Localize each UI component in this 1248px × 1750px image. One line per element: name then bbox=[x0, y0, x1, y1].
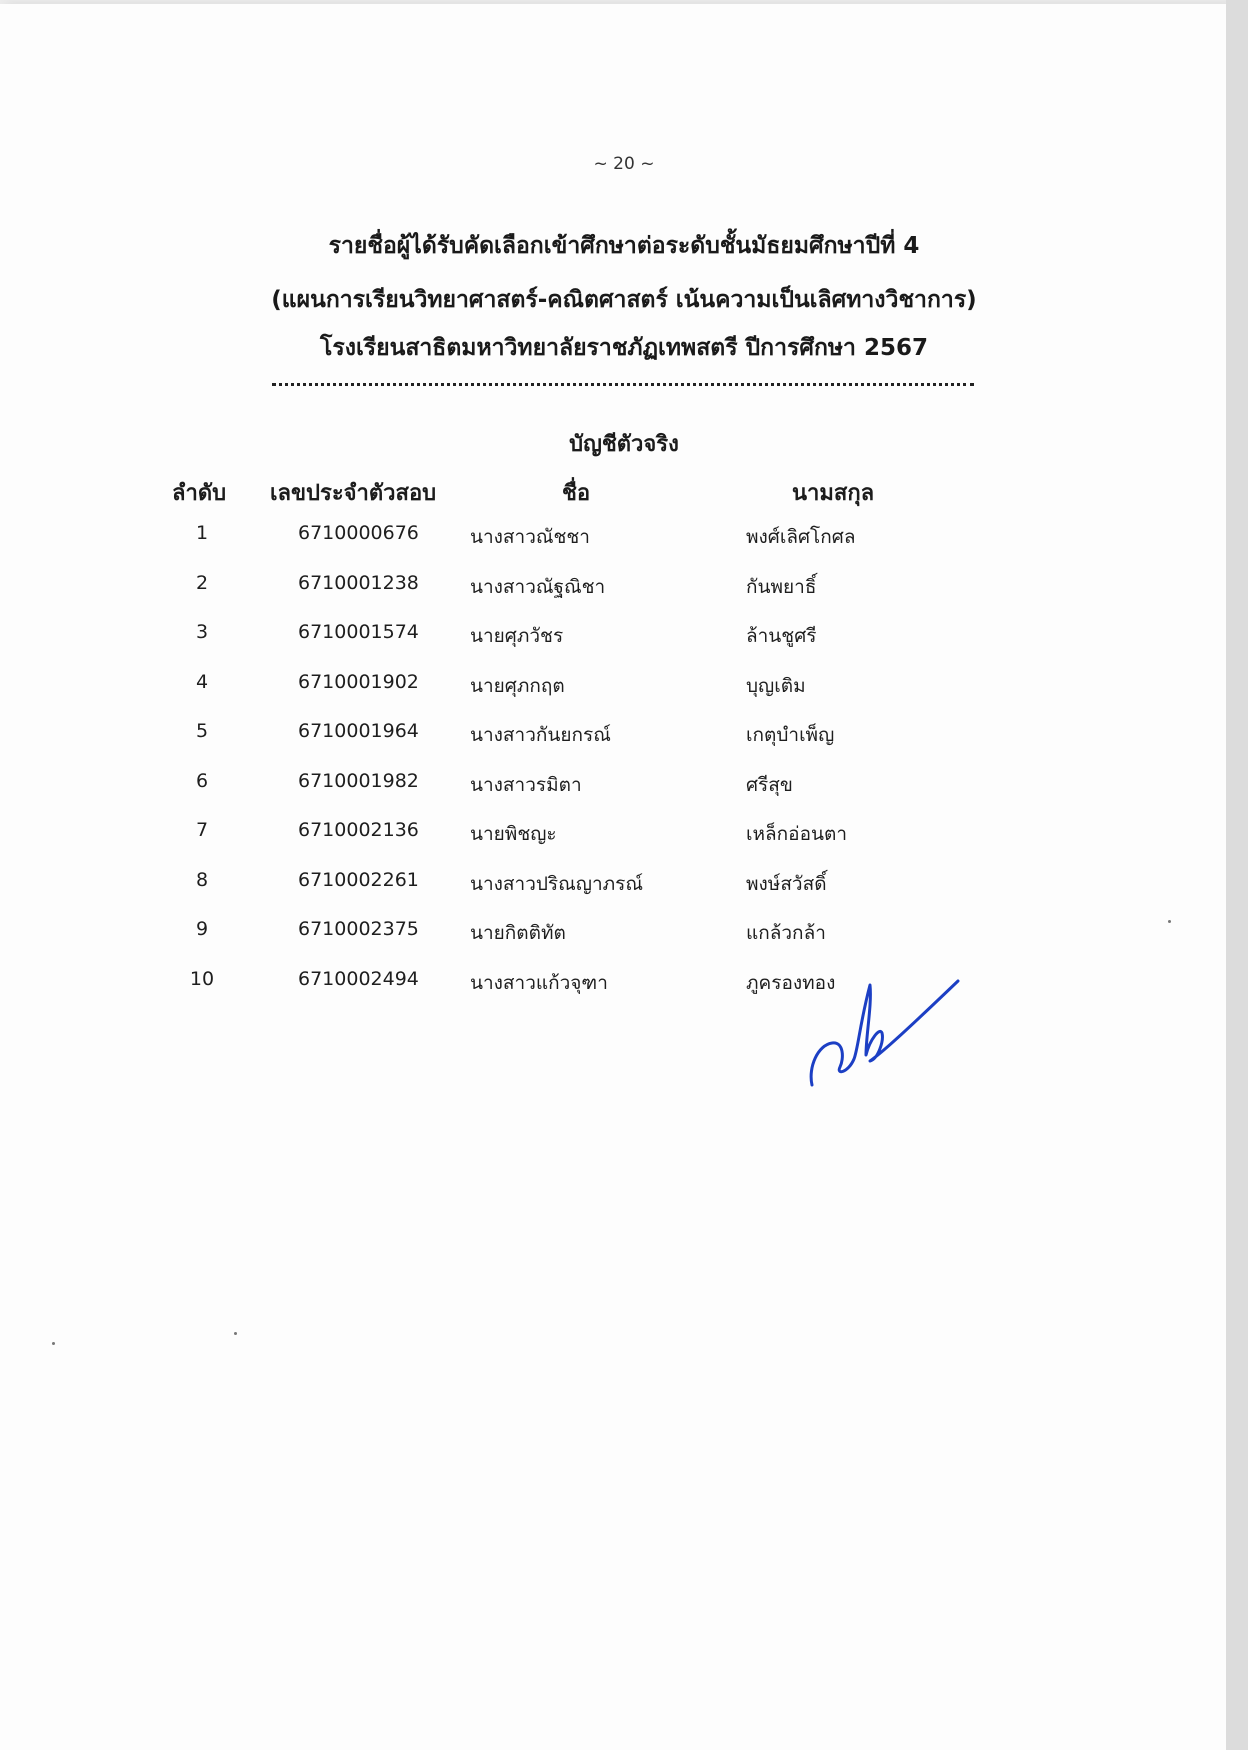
student-name: นายศุภกฤต bbox=[470, 674, 565, 697]
row-number: 9 bbox=[195, 918, 209, 940]
exam-id: 6710002375 bbox=[298, 918, 419, 940]
row-number: 6 bbox=[195, 769, 209, 792]
row-number: 3 bbox=[195, 621, 209, 643]
table-row bbox=[0, 918, 1248, 968]
table-row bbox=[0, 671, 1248, 721]
student-surname: เกตุบำเพ็ญ bbox=[746, 724, 835, 746]
student-surname: แกล้วกล้า bbox=[746, 922, 826, 944]
exam-id: 6710001902 bbox=[298, 670, 419, 693]
column-header-exam-id: เลขประจำตัวสอบ bbox=[270, 481, 437, 506]
student-surname: ภูครองทอง bbox=[746, 971, 836, 994]
row-number: 8 bbox=[195, 868, 209, 891]
scan-speck bbox=[1168, 920, 1171, 923]
student-name: นางสาวณัชชา bbox=[470, 526, 590, 548]
student-name: นางสาวณัฐณิชา bbox=[470, 575, 606, 598]
exam-id: 6710001238 bbox=[298, 571, 419, 594]
exam-id: 6710002136 bbox=[298, 819, 419, 841]
student-surname: บุญเติม bbox=[746, 674, 806, 697]
row-number: 1 bbox=[195, 522, 209, 544]
student-name: นางสาวกันยกรณ์ bbox=[470, 724, 611, 746]
exam-id: 6710002261 bbox=[298, 868, 419, 891]
table-row bbox=[0, 720, 1248, 770]
exam-id: 6710001574 bbox=[298, 621, 419, 643]
table-row bbox=[0, 968, 1248, 1018]
table-row bbox=[0, 522, 1248, 572]
column-header-no: ลำดับ bbox=[172, 481, 227, 506]
table-row bbox=[0, 572, 1248, 622]
row-number: 5 bbox=[195, 720, 209, 742]
student-surname: พงษ์สวัสดิ์ bbox=[746, 872, 827, 895]
scan-speck bbox=[234, 1332, 237, 1335]
exam-id: 6710002494 bbox=[298, 967, 419, 990]
student-surname: ศรีสุข bbox=[746, 773, 793, 796]
row-number: 7 bbox=[195, 819, 209, 841]
student-name: นายกิตติทัต bbox=[470, 922, 566, 944]
row-number: 2 bbox=[195, 571, 209, 594]
row-number: 4 bbox=[195, 670, 209, 693]
student-name: นางสาวปริณญาภรณ์ bbox=[470, 872, 643, 895]
dotted-separator bbox=[272, 383, 974, 386]
page-number: ~ 20 ~ bbox=[593, 154, 655, 174]
table-row bbox=[0, 621, 1248, 671]
title-line-1: รายชื่อผู้ได้รับคัดเลือกเข้าศึกษาต่อระดับชั้นมัธยมศึกษาปีที่ 4 bbox=[328, 233, 920, 259]
signature bbox=[800, 975, 960, 1090]
table-row bbox=[0, 819, 1248, 869]
title-line-3: โรงเรียนสาธิตมหาวิทยาลัยราชภัฏเทพสตรี ปีการศึกษา 2567 bbox=[320, 335, 928, 361]
student-surname: กันพยาธิ์ bbox=[746, 575, 817, 598]
student-surname: พงศ์เลิศโกศล bbox=[746, 526, 856, 548]
row-number: 10 bbox=[189, 967, 215, 990]
student-name: นางสาวรมิตา bbox=[470, 773, 582, 796]
column-header-surname: นามสกุล bbox=[792, 481, 875, 506]
student-name: นางสาวแก้วจุฑา bbox=[470, 971, 608, 994]
exam-id: 6710001964 bbox=[298, 720, 419, 742]
column-header-name: ชื่อ bbox=[562, 481, 591, 506]
title-line-2: (แผนการเรียนวิทยาศาสตร์-คณิตศาสตร์ เน้นความเป็นเลิศทางวิชาการ) bbox=[271, 287, 977, 313]
student-name: นายศุภวัชร bbox=[470, 625, 564, 647]
scan-speck bbox=[52, 1342, 55, 1345]
table-row bbox=[0, 770, 1248, 820]
table-row bbox=[0, 869, 1248, 919]
student-surname: ล้านชูศรี bbox=[746, 625, 817, 647]
exam-id: 6710000676 bbox=[298, 522, 419, 544]
student-surname: เหล็กอ่อนตา bbox=[746, 823, 847, 845]
student-list bbox=[0, 522, 1248, 1017]
exam-id: 6710001982 bbox=[298, 769, 419, 792]
list-heading: บัญชีตัวจริง bbox=[569, 432, 679, 457]
signature-stroke bbox=[811, 981, 958, 1085]
student-name: นายพิชญะ bbox=[470, 823, 557, 845]
